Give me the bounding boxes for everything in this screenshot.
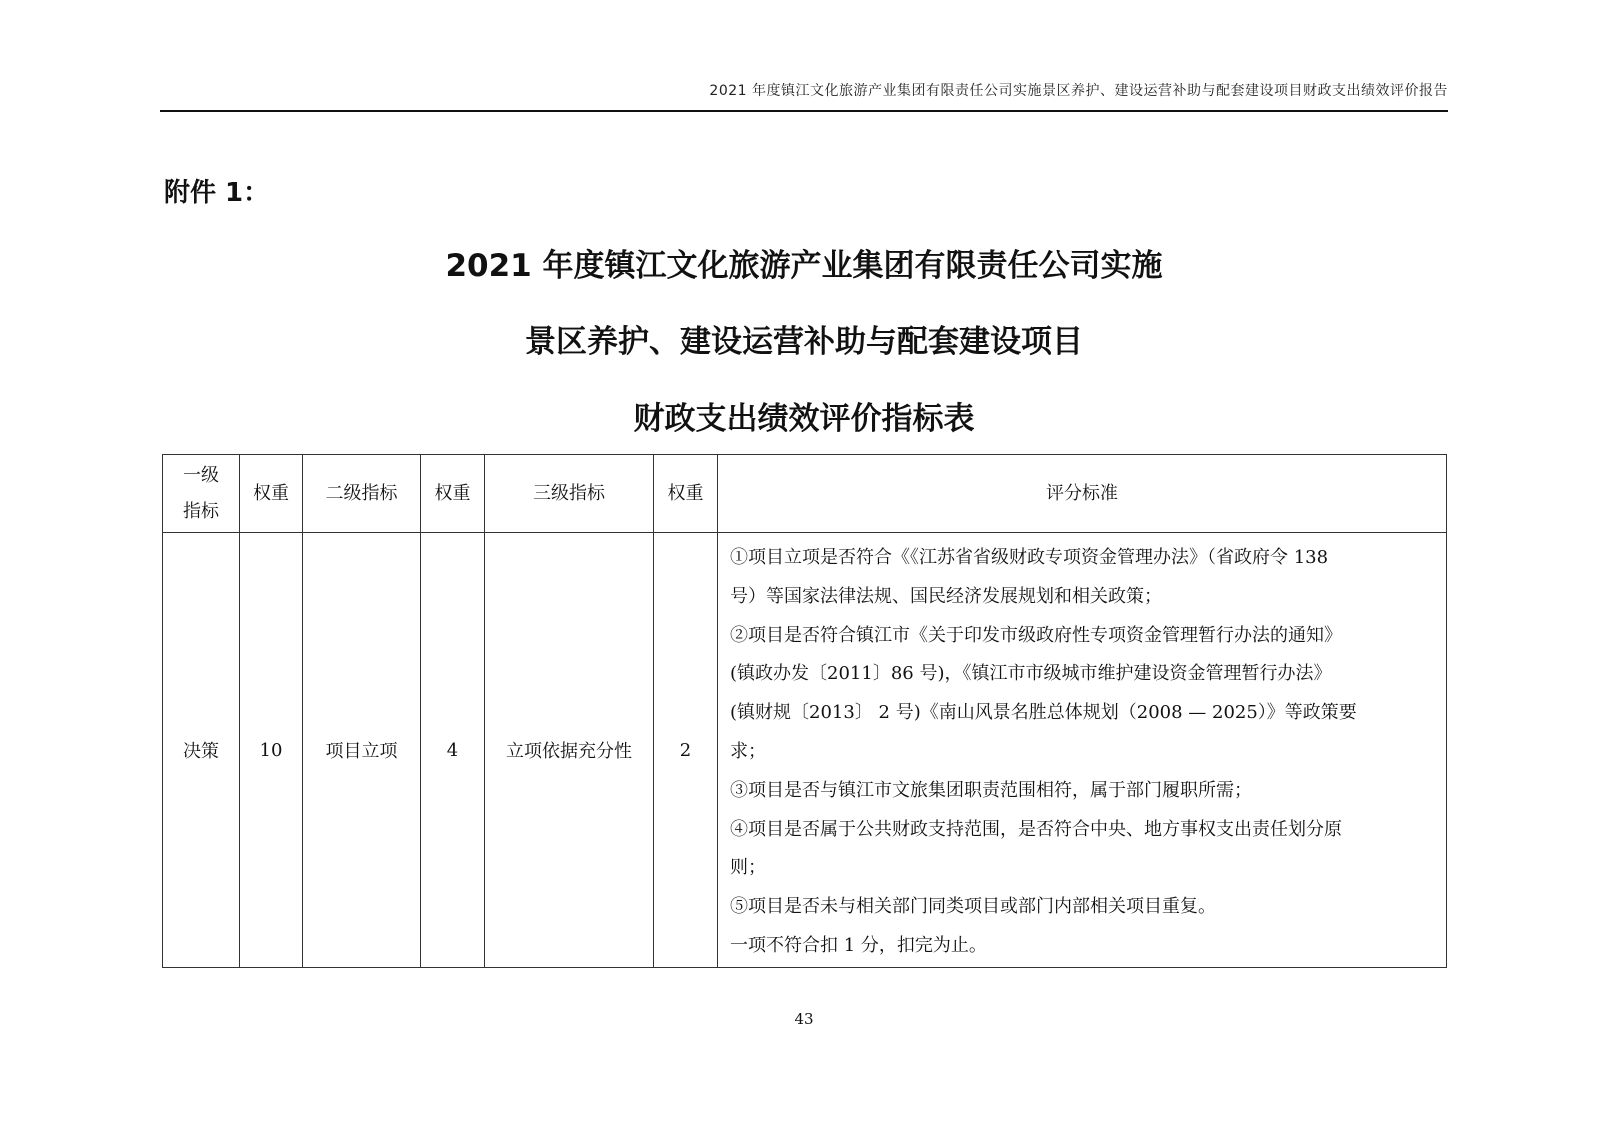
criteria-line: ①项目立项是否符合《《江苏省省级财政专项资金管理办法》（省政府令 138 [730,547,1329,568]
criteria-line: 求； [730,740,766,762]
header-level1: 一级 指标 [163,455,240,533]
document-title-line-1: 2021 年度镇江文化旅游产业集团有限责任公司实施 [445,248,1163,284]
criteria-line: (镇财规〔2013〕 2 号)《南山风景名胜总体规划（2008 — 2025）》等政策要 [730,702,1357,724]
table-header-row [163,455,1447,533]
criteria-line: ⑤项目是否未与相关部门同类项目或部门内部相关项目重复。 [730,896,1216,918]
running-header: 2021 年度镇江文化旅游产业集团有限责任公司实施景区养护、建设运营补助与配套建设项目财政支出绩效评价报告 [709,83,1448,99]
header-weight2: 权重 [421,455,485,533]
criteria-line: ②项目是否符合镇江市《关于印发市级政府性专项资金管理暂行办法的通知》 [730,624,1342,646]
document-title-line-3: 财政支出绩效评价指标表 [633,401,975,437]
cell-level1: 决策 [163,533,240,968]
document-title-line-2: 景区养护、建设运营补助与配套建设项目 [525,324,1083,360]
header-level3: 三级指标 [485,455,654,533]
attachment-label: 附件 1： [164,178,270,208]
header-weight3: 权重 [654,455,718,533]
header-rule [160,110,1448,112]
cell-weight3: 2 [654,533,718,968]
criteria-line: 则； [730,857,766,879]
criteria-line: ④项目是否属于公共财政支持范围，是否符合中央、地方事权支出责任划分原 [730,818,1342,840]
indicator-table [162,454,1447,968]
criteria-line: (镇政办发〔2011〕86 号)，《镇江市市级城市维护建设资金管理暂行办法》 [730,663,1332,685]
page-number: 43 [794,1010,814,1028]
criteria-line: 一项不符合扣 1 分，扣完为止。 [730,934,987,956]
cell-weight2: 4 [421,533,485,968]
header-level2: 二级指标 [303,455,421,533]
cell-weight1: 10 [240,533,303,968]
criteria-line: 号）等国家法律法规、国民经济发展规划和相关政策； [730,585,1162,607]
header-criteria: 评分标准 [718,455,1447,533]
table-row [163,533,1447,968]
header-weight1: 权重 [240,455,303,533]
criteria-line: ③项目是否与镇江市文旅集团职责范围相符，属于部门履职所需； [730,779,1252,801]
cell-criteria [718,533,1447,968]
cell-level2: 项目立项 [303,533,421,968]
cell-level3: 立项依据充分性 [485,533,654,968]
